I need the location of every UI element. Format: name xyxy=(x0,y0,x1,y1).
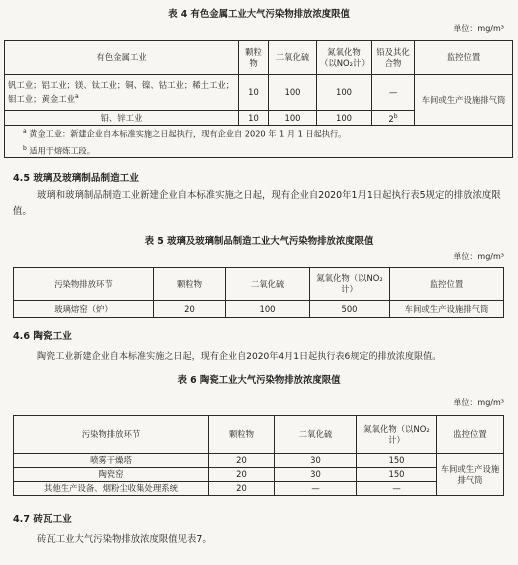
table4-header-so2: 二氧化硫 xyxy=(269,41,317,75)
section-4-7-heading: 4.7 砖瓦工业 xyxy=(13,514,72,525)
table-row xyxy=(14,454,504,468)
section-4-6-paragraph: 陶瓷工业新建企业自本标准实施之日起，现有企业自2020年4月1日起执行表6规定的排放浓度限值。 xyxy=(37,352,442,362)
footnote-mark: a xyxy=(23,128,27,136)
pm-value: 10 xyxy=(239,75,269,111)
footnote-mark: b xyxy=(393,113,398,121)
table5-caption: 表 5 玻璃及玻璃制品制造工业大气污染物排放浓度限值 xyxy=(144,236,374,247)
lead-cell xyxy=(372,111,415,126)
so2-value: 100 xyxy=(269,111,317,126)
so2-value: 30 xyxy=(275,468,357,482)
section-4-5-paragraph: 玻璃和玻璃制品制造工业新建企业自本标准实施之日起，现有企业自2020年1月1日起执行表5规定的排放浓度限值。 xyxy=(13,190,501,217)
footnote-mark: a xyxy=(75,93,79,101)
table6-header-so2: 二氧化硫 xyxy=(275,416,357,454)
section-4-6-heading: 4.6 陶瓷工业 xyxy=(13,331,72,342)
table-row xyxy=(5,75,513,111)
so2-value: 100 xyxy=(269,75,317,111)
location-value: 车间或生产设施排气筒 xyxy=(437,454,504,496)
so2-value: — xyxy=(275,482,357,496)
nox-value: 150 xyxy=(357,468,437,482)
location-value: 车间或生产设施排气筒 xyxy=(415,75,513,126)
pm-value: 20 xyxy=(209,468,275,482)
table4-note-b xyxy=(23,143,509,157)
table5 xyxy=(13,267,504,318)
industry-text: 钒工业；铝工业；镁、钛工业；铜、镍、钴工业；稀土工业；钼工业；黄金工业 xyxy=(8,80,235,104)
table4-header-industry: 有色金属工业 xyxy=(5,41,239,75)
section-4-5-heading: 4.5 玻璃及玻璃制品制造工业 xyxy=(13,173,139,184)
table5-header-pm: 颗粒物 xyxy=(154,268,226,301)
footnote-mark: b xyxy=(23,145,27,152)
table4 xyxy=(4,40,513,158)
table5-unit: 单位：mg/m³ xyxy=(453,252,504,261)
section-4-7-paragraph: 砖瓦工业大气污染物排放浓度限值见表7。 xyxy=(37,534,212,545)
table4-header-lead: 铅及其化合物 xyxy=(372,41,415,75)
table-row xyxy=(14,301,504,318)
pm-value: 20 xyxy=(209,482,275,496)
nox-value: — xyxy=(357,482,437,496)
so2-value: 30 xyxy=(275,454,357,468)
stage-value: 陶瓷窑 xyxy=(14,468,209,482)
table4-header-nox: 氮氧化物（以NO₂计） xyxy=(317,41,372,75)
table4-caption: 表 4 有色金属工业大气污染物排放浓度限值 xyxy=(168,9,350,20)
table4-header-location: 监控位置 xyxy=(415,41,513,75)
nox-value: 150 xyxy=(357,454,437,468)
nox-value: 100 xyxy=(317,75,372,111)
stage-value: 玻璃熔窑（炉） xyxy=(14,301,154,318)
table6-header-pm: 颗粒物 xyxy=(209,416,275,454)
so2-value: 100 xyxy=(226,301,310,318)
lead-value: — xyxy=(372,75,415,111)
table5-header-stage: 污染物排放环节 xyxy=(14,268,154,301)
nox-value: 100 xyxy=(317,111,372,126)
table5-header-so2: 二氧化硫 xyxy=(226,268,310,301)
table6-caption: 表 6 陶瓷工业大气污染物排放浓度限值 xyxy=(177,375,341,386)
table6-header-location: 监控位置 xyxy=(437,416,504,454)
stage-value: 其他生产设备、烟粉尘收集处理系统 xyxy=(14,482,209,496)
table6-header-nox: 氮氧化物（以NO₂计） xyxy=(357,416,437,454)
table6-header-stage: 污染物排放环节 xyxy=(14,416,209,454)
location-value: 车间或生产设施排气筒 xyxy=(390,301,504,318)
table6 xyxy=(13,415,504,496)
pm-value: 20 xyxy=(209,454,275,468)
table5-header-location: 监控位置 xyxy=(390,268,504,301)
table6-unit: 单位：mg/m³ xyxy=(453,398,504,407)
table4-notes-row xyxy=(5,126,513,158)
stage-value: 喷雾干燥塔 xyxy=(14,454,209,468)
pm-value: 10 xyxy=(239,111,269,126)
table-row xyxy=(14,482,504,496)
table4-header-pm: 颗粒物 xyxy=(239,41,269,75)
pm-value: 20 xyxy=(154,301,226,318)
note-text: 适用于熔炼工段。 xyxy=(29,145,95,156)
table4-industry-cell xyxy=(5,75,239,111)
industry-text: 铅、锌工业 xyxy=(5,111,239,126)
table4-unit: 单位：mg/m³ xyxy=(453,24,504,33)
table5-header-nox: 氮氧化物（以NO₂计） xyxy=(310,268,390,301)
nox-value: 500 xyxy=(310,301,390,318)
note-text: 黄金工业：新建企业自本标准实施之日起执行，现有企业自 2020 年 1 月 1 日起执行。 xyxy=(29,129,347,139)
lead-value: 2 xyxy=(388,113,394,124)
table4-note-a xyxy=(23,126,509,140)
table-row xyxy=(14,468,504,482)
